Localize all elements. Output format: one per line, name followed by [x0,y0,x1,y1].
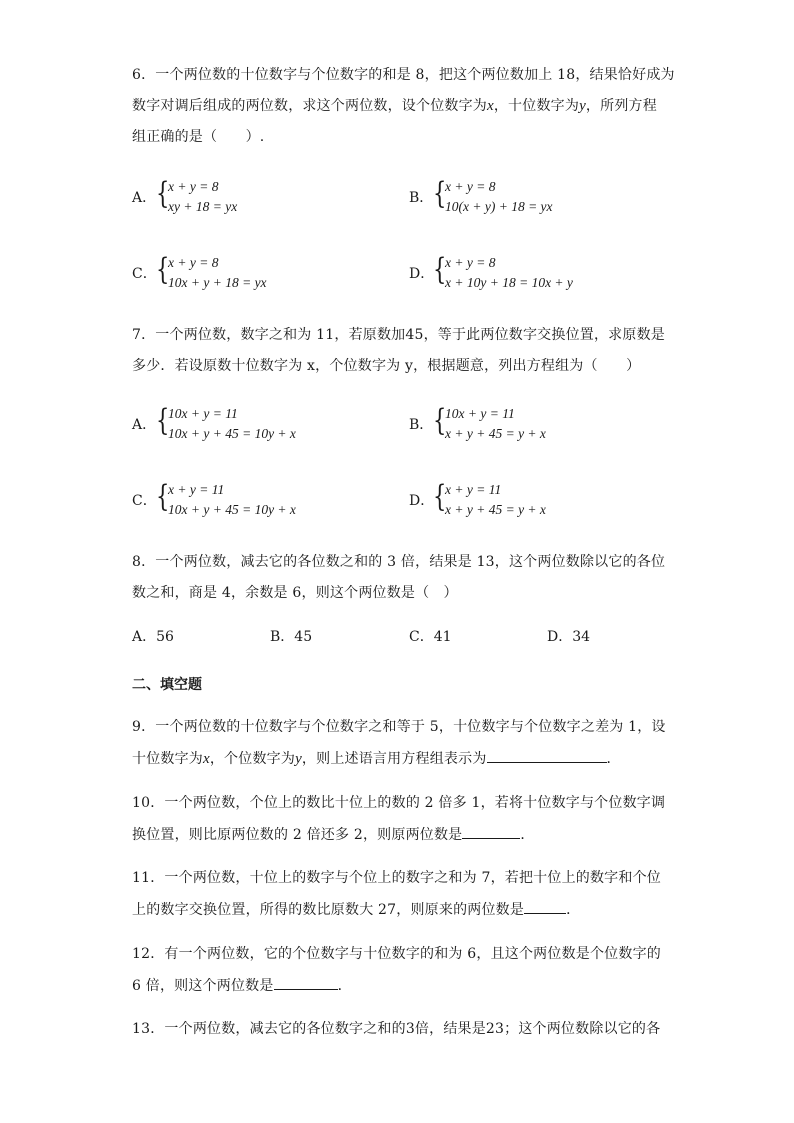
q6-line-3: 组正确的是（ ）. [132,129,265,145]
q6-option-c-eq1: x + y = 8 [168,255,219,270]
q7-option-d-label[interactable]: D． [409,493,435,509]
q9-var-y: y [295,751,302,767]
q12-answer-blank[interactable] [274,977,338,990]
q11-line-1: 11．一个两位数，十位上的数字与个位上的数字之和为 7，若把十位上的数字和个位 [132,870,661,886]
q7-option-c-eq2: 10x + y + 45 = 10y + x [168,502,296,517]
q9-line-2a: 十位数字为 [132,751,203,767]
q6-line-2a: 数字对调后组成的两位数，求这个两位数，设个位数字为 [132,98,487,114]
q7-option-b-eq1: 10x + y = 11 [445,406,515,421]
brace-icon: { [156,252,170,287]
q6-option-c-label[interactable]: C． [132,266,157,282]
q6-option-a-eq2: xy + 18 = yx [168,199,238,214]
q10-answer-blank[interactable] [462,826,520,839]
q8-line-2: 数之和，商是 4，余数是 6，则这个两位数是（ ） [132,585,458,601]
q7-option-d-eq2: x + y + 45 = y + x [445,502,546,517]
brace-icon: { [156,479,170,514]
q11-line-2b: ． [566,902,581,918]
q10-line-2 [132,826,535,843]
q7-option-a-eq2: 10x + y + 45 = 10y + x [168,426,296,441]
q11-answer-blank[interactable] [524,901,566,914]
q6-line-1: 6．一个两位数的十位数字与个位数字的和是 8，把这个两位数加上 18，结果恰好成为 [132,67,675,83]
q8-option-d[interactable]: D．34 [547,629,591,645]
q9-answer-blank[interactable] [487,750,607,763]
q8-option-c[interactable]: C．41 [409,629,452,645]
q11-line-2 [132,901,580,918]
q9-line-2c: ，则上述语言用方程组表示为 [301,751,487,767]
q6-option-a-eq1: x + y = 8 [168,179,219,194]
q9-line-2b: ，个位数字为 [209,751,296,767]
q13-line-1: 13．一个两位数，减去它的各位数字之和的3倍，结果是23；这个两位数除以它的各 [132,1021,661,1037]
q10-line-1: 10．一个两位数，个位上的数比十位上的数的 2 倍多 1，若将十位数字与个位数字调 [132,795,666,811]
q7-line-1: 7．一个两位数，数字之和为 11，若原数加45，等于此两位数字交换位置，求原数是 [132,327,665,343]
q7-option-a-eq1: 10x + y = 11 [168,406,238,421]
q7-option-b-eq2: x + y + 45 = y + x [445,426,546,441]
q7-option-b-label[interactable]: B． [409,417,434,433]
q6-option-b-eq1: x + y = 8 [445,179,496,194]
brace-icon: { [433,176,447,211]
q6-option-d-eq2: x + 10y + 18 = 10x + y [445,275,573,290]
section-heading: 二、填空题 [132,677,202,693]
q6-var-y: y [579,98,586,114]
brace-icon: { [433,403,447,438]
q12-line-2 [132,977,352,994]
q6-option-d-eq1: x + y = 8 [445,255,496,270]
q6-var-x: x [487,98,494,114]
q9-line-1: 9．一个两位数的十位数字与个位数字之和等于 5，十位数字与个位数字之差为 1，设 [132,719,666,735]
q10-line-2a: 换位置，则比原两位数的 2 倍还多 2，则原两位数是 [132,827,463,843]
q7-option-a-label[interactable]: A． [132,417,157,433]
q12-line-2a: 6 倍，则这个两位数是 [132,978,274,994]
q7-option-d-eq1: x + y = 11 [445,482,502,497]
q11-line-2a: 上的数字交换位置，所得的数比原数大 27，则原来的两位数是 [132,902,525,918]
q12-line-1: 12．有一个两位数，它的个位数字与十位数字的和为 6，且这个两位数是个位数字的 [132,946,661,962]
brace-icon: { [156,403,170,438]
q6-option-c-eq2: 10x + y + 18 = yx [168,275,267,290]
q7-option-c-label[interactable]: C． [132,493,157,509]
q6-line-2b: ，十位数字为 [493,98,580,114]
q9-var-x: x [203,751,210,767]
q9-line-2d: ． [606,751,621,767]
q7-line-2: 多少．若设原数十位数字为 x，个位数字为 y，根据题意，列出方程组为（ ） [132,358,641,374]
q6-line-2c: ，所列方程 [585,98,657,114]
q6-option-b-label[interactable]: B． [409,190,434,206]
q9-line-2 [132,750,621,767]
q8-option-b[interactable]: B．45 [270,629,313,645]
q6-option-b-eq2: 10(x + y) + 18 = yx [445,199,553,214]
q6-line-2 [132,98,657,114]
q6-option-d-label[interactable]: D． [409,266,435,282]
q12-line-2b: ． [337,978,352,994]
brace-icon: { [156,176,170,211]
brace-icon: { [433,479,447,514]
q10-line-2b: ． [520,827,535,843]
q8-option-a[interactable]: A．56 [132,629,174,645]
q7-option-c-eq1: x + y = 11 [168,482,225,497]
q8-line-1: 8．一个两位数，减去它的各位数之和的 3 倍，结果是 13，这个两位数除以它的各位 [132,554,666,570]
brace-icon: { [433,252,447,287]
q6-option-a-label[interactable]: A． [132,190,157,206]
